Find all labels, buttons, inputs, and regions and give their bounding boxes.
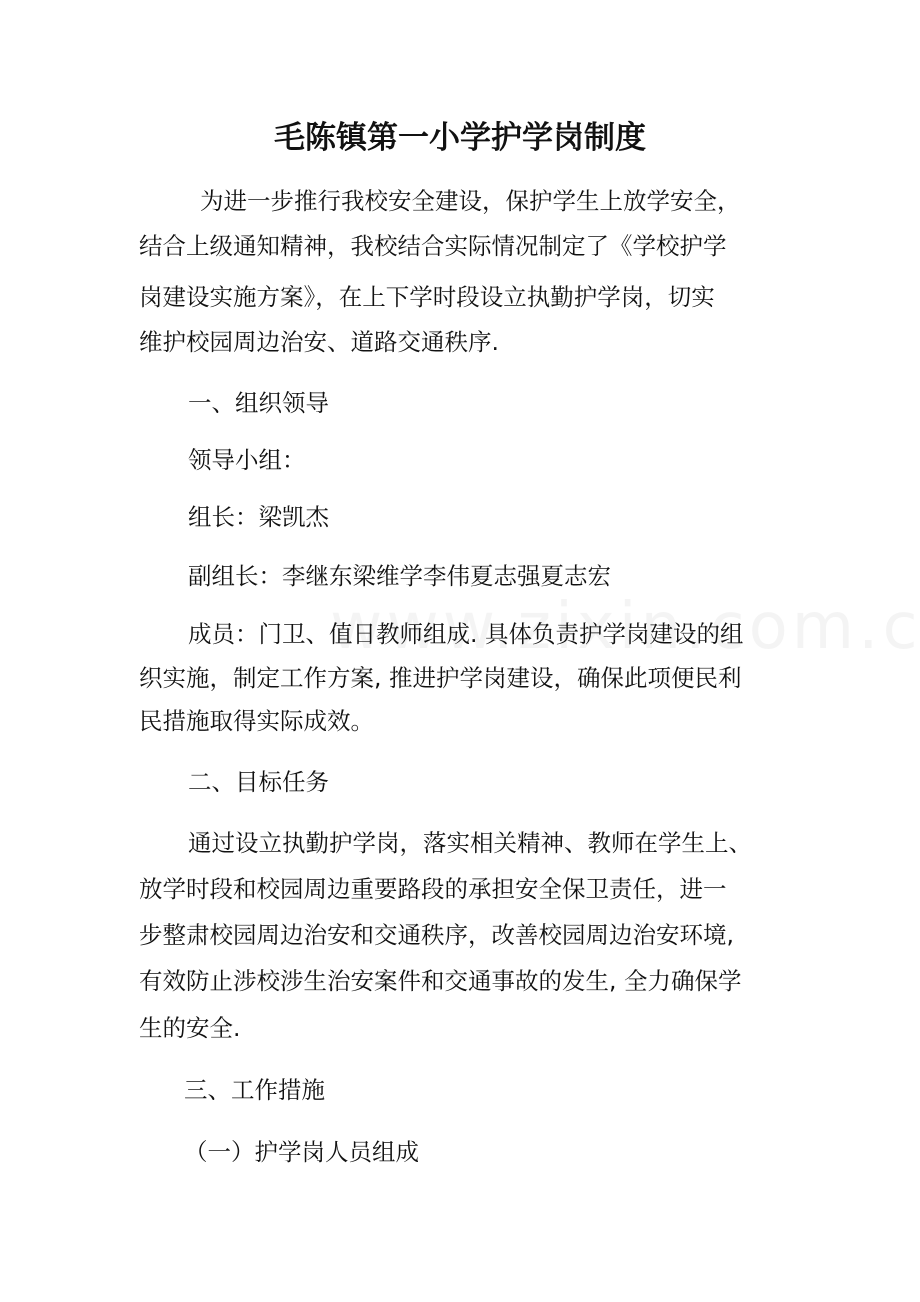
intro-line-2: 结合上级通知精神，我校结合实际情况制定了《学校护学 — [139, 232, 727, 260]
group-leader: 组长：梁凯杰 — [188, 503, 329, 531]
deputy-leaders: 副组长：李继东梁维学李伟夏志强夏志宏 — [188, 562, 611, 590]
targets-line-5: 生的安全. — [139, 1014, 241, 1042]
section2-heading: 二、目标任务 — [188, 768, 329, 796]
members-line-1: 成员：门卫、值日教师组成. 具体负责护学岗建设的组 — [188, 620, 744, 648]
targets-line-2: 放学时段和校园周边重要路段的承担安全保卫责任，进一 — [139, 875, 727, 903]
members-line-2: 织实施，制定工作方案, 推进护学岗建设，确保此项便民利 — [139, 664, 742, 692]
section3-heading: 三、工作措施 — [184, 1076, 325, 1104]
targets-line-1: 通过设立执勤护学岗，落实相关精神、教师在学生上、 — [188, 829, 752, 857]
document-title: 毛陈镇第一小学护学岗制度 — [274, 120, 646, 156]
targets-line-4: 有效防止涉校涉生治安案件和交通事故的发生, 全力确保学 — [139, 967, 742, 995]
section1-heading: 一、组织领导 — [188, 389, 329, 417]
intro-line-1: 为进一步推行我校安全建设，保护学生上放学安全， — [200, 187, 741, 215]
intro-line-4: 维护校园周边治安、道路交通秩序. — [139, 328, 499, 356]
members-line-3: 民措施取得实际成效。 — [139, 707, 374, 735]
intro-line-3: 岗建设实施方案》，在上下学时段设立执勤护学岗，切实 — [139, 283, 715, 311]
section3-subheading-1: （一）护学岗人员组成 — [184, 1138, 419, 1166]
leadership-group-label: 领导小组： — [188, 446, 306, 474]
targets-line-3: 步整肃校园周边治安和交通秩序，改善校园周边治安环境, — [139, 921, 734, 949]
